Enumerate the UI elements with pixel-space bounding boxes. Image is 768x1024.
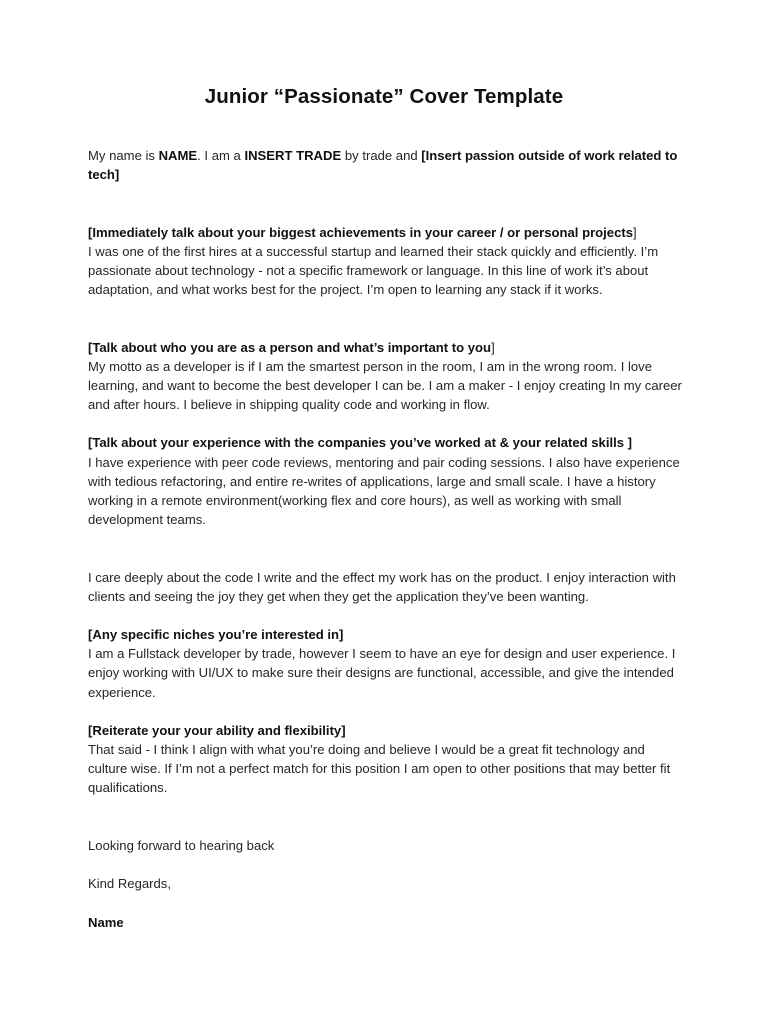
section-flexibility-heading (88, 721, 682, 740)
closing-spacer-3 (88, 893, 682, 912)
trade-placeholder: INSERT TRADE (244, 148, 342, 163)
section-personality-body: My motto as a developer is if I am the smartest person in the room, I am in the wrong room. I love learning, and want to become the best developer I can be. I am a maker - I enjoy creating In my career and after hours. I believe in shipping quality code and working in flow. (88, 358, 682, 413)
section-care (88, 568, 682, 606)
page-title: Junior “Passionate” Cover Template (204, 85, 564, 108)
closing-spacer-1 (88, 817, 682, 836)
regards-line: Kind Regards, (88, 876, 171, 892)
intro-spacer (88, 203, 682, 222)
section-heading-text: [Talk about who you are as a person and what’s important to you (88, 339, 492, 355)
looking-forward-line: Looking forward to hearing back (88, 837, 275, 853)
section-heading-bracket: ] (633, 224, 637, 240)
closing-spacer-2 (88, 855, 682, 874)
section-care-body: I care deeply about the code I write and the effect my work has on the product. I enjoy interaction with clients and seeing the joy they get when they get the application they’ve been wanting. (88, 569, 676, 604)
passion-placeholder: [Insert passion outside of work related to tech] (88, 148, 678, 183)
section-experience (88, 433, 682, 529)
section-heading-text: [Immediately talk about your biggest achievements in your career / or personal projects (88, 224, 634, 240)
section-personality (88, 338, 682, 415)
section-niches (88, 625, 682, 702)
name-placeholder: NAME (158, 148, 198, 163)
intro-prefix: My name is (88, 148, 159, 163)
section-heading-text: [Talk about your experience with the companies you’ve worked at & your related skills ] (88, 435, 633, 451)
section-heading-text: [Any specific niches you’re interested in] (88, 627, 344, 643)
intro-mid: . I am a (197, 148, 245, 163)
section-niches-heading (88, 625, 682, 644)
section-flexibility (88, 721, 682, 798)
section-spacer-2 (88, 548, 682, 567)
section-heading-text: [Reiterate your your ability and flexibility] (88, 722, 346, 738)
section-achievements (88, 223, 682, 300)
signature-name: Name (88, 914, 124, 930)
section-experience-heading (88, 433, 682, 452)
section-experience-body: I have experience with peer code reviews, mentoring and pair coding sessions. I also have experience with tedious refactoring, and entire re-writes of applications, large and small scale. I have a history working in a remote environment(working flex and core hours), as well as working with small development teams. (88, 454, 680, 528)
section-personality-heading (88, 338, 682, 357)
section-flexibility-body: That said - I think I align with what you’re doing and believe I would be a great fit technology and culture wise. If I’m not a perfect match for this position I am open to other positions that may better fit qualifications. (88, 742, 671, 796)
intro-suffix: by trade and (341, 148, 422, 163)
section-achievements-heading (88, 223, 682, 242)
intro-paragraph (88, 146, 682, 184)
intro-block (88, 146, 682, 184)
section-spacer-1 (88, 318, 682, 337)
section-achievements-body: I was one of the first hires at a successful startup and learned their stack quickly and efficiently. I’m passionate about technology - not a specific framework or language. In this line of work it’s about adaptation, and what works best for the project. I’m open to learning any stack if it works. (88, 243, 659, 298)
document-body (88, 109, 682, 932)
section-niches-body: I am a Fullstack developer by trade, however I seem to have an eye for design and user experience. I enjoy working with UI/UX to make sure their designs are functional, accessible, and give the intended experience. (88, 646, 676, 700)
section-heading-bracket: ] (491, 339, 495, 355)
